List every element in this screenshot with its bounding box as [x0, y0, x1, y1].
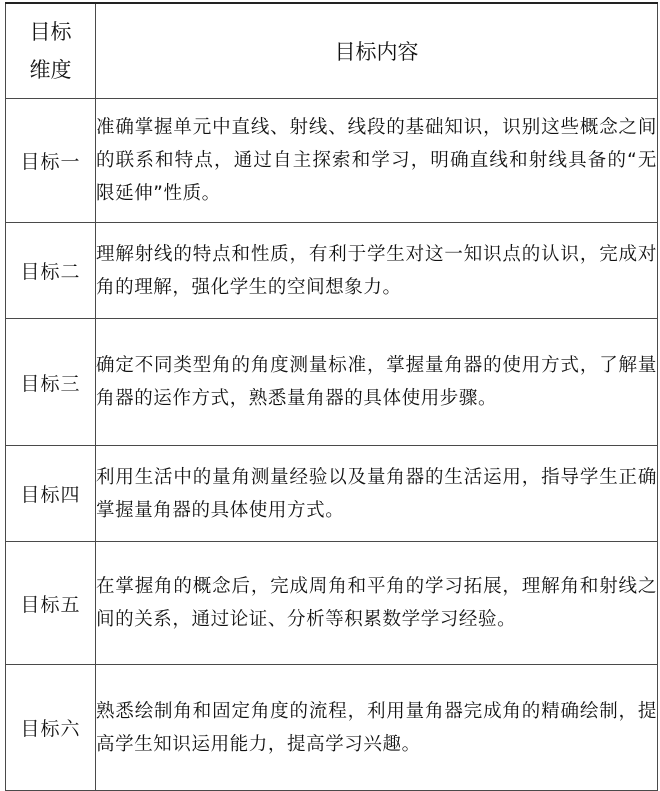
row-content: 确定不同类型角的角度测量标准，掌握量角器的使用方式，了解量角器的运作方式，熟悉量角器的具体使用步骤。: [96, 319, 658, 446]
row-dimension: 目标三: [6, 319, 96, 446]
table-row: [6, 223, 658, 319]
row-dimension: 目标六: [6, 665, 96, 791]
row-content: 在掌握角的概念后，完成周角和平角的学习拓展，理解角和射线之间的关系，通过论证、分析等积累数学学习经验。: [96, 542, 658, 665]
header-dimension-line1: 目标: [29, 20, 72, 44]
header-content: 目标内容: [96, 3, 658, 99]
goals-table: [5, 2, 658, 791]
table-row: [6, 99, 658, 223]
row-content: 利用生活中的量角测量经验以及量角器的生活运用，指导学生正确掌握量角器的具体使用方式。: [96, 446, 658, 542]
table-row: [6, 319, 658, 446]
table-header-row: [6, 3, 658, 99]
row-dimension: 目标一: [6, 99, 96, 223]
row-content: 准确掌握单元中直线、射线、线段的基础知识，识别这些概念之间的联系和特点，通过自主探索和学习，明确直线和射线具备的“无限延伸”性质。: [96, 99, 658, 223]
table-row: [6, 446, 658, 542]
row-dimension: 目标四: [6, 446, 96, 542]
table-row: [6, 542, 658, 665]
row-content: 熟悉绘制角和固定角度的流程，利用量角器完成角的精确绘制，提高学生知识运用能力，提高学习兴趣。: [96, 665, 658, 791]
row-content: 理解射线的特点和性质，有利于学生对这一知识点的认识，完成对角的理解，强化学生的空间想象力。: [96, 223, 658, 319]
row-dimension: 目标五: [6, 542, 96, 665]
header-dimension-line2: 维度: [29, 58, 72, 82]
table-row: [6, 665, 658, 791]
row-dimension: 目标二: [6, 223, 96, 319]
header-dimension: [6, 3, 96, 99]
